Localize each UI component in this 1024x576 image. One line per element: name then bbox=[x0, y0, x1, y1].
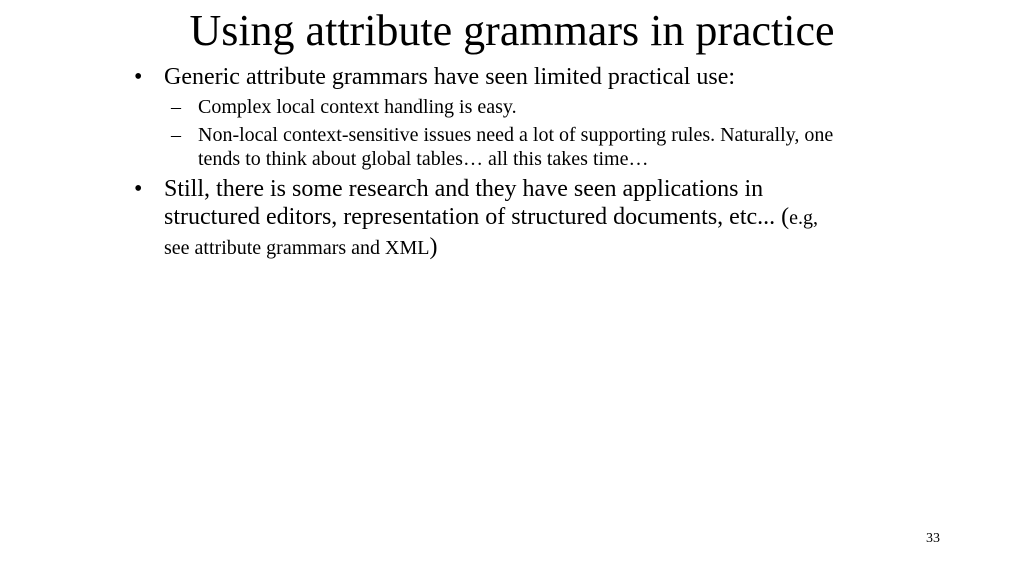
sub-bullet-text-line1: Non-local context-sensitive issues need a lot of supporting rules. Naturally, one bbox=[198, 124, 834, 146]
bullet-text-line2-main: structured editors, representation of structured documents, etc... ( bbox=[164, 204, 790, 230]
sub-bullet-marker: – bbox=[171, 124, 181, 146]
bullet-text-line2-small: e.g, bbox=[789, 207, 819, 229]
bullet-marker: • bbox=[134, 176, 143, 202]
bullet-marker: • bbox=[134, 64, 143, 90]
page-number: 33 bbox=[926, 531, 940, 546]
slide-title: Using attribute grammars in practice bbox=[189, 6, 835, 55]
bullet-text-line2 bbox=[164, 203, 924, 232]
sub-bullet-text: Complex local context handling is easy. bbox=[198, 96, 517, 118]
bullet-text-line3 bbox=[164, 233, 924, 262]
bullet-text: Generic attribute grammars have seen limited practical use: bbox=[164, 64, 736, 90]
sub-bullet-marker: – bbox=[171, 96, 181, 118]
bullet-text-line3-small: see attribute grammars and XML bbox=[164, 237, 430, 259]
bullet-text-line1: Still, there is some research and they have seen applications in bbox=[164, 176, 764, 202]
bullet-text-line3-close: ) bbox=[429, 234, 438, 260]
sub-bullet-text-line2: tends to think about global tables… all this takes time… bbox=[198, 148, 649, 170]
